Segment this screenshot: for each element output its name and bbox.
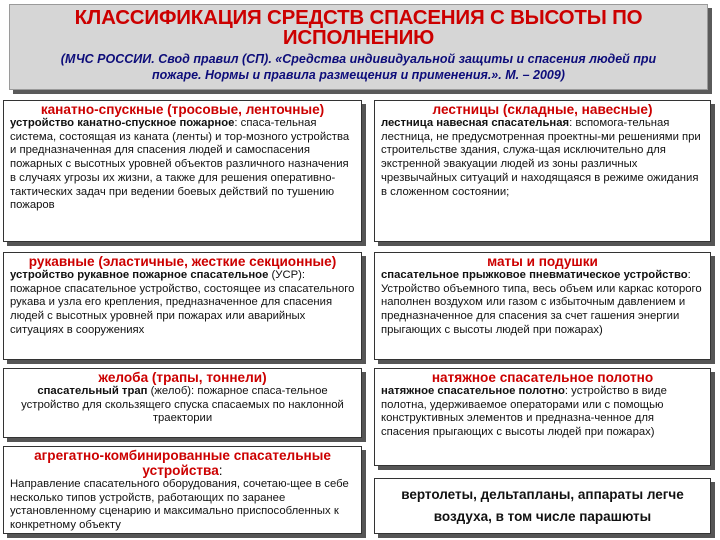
card-term: устройство рукавное пожарное спасательное: [10, 269, 269, 281]
card-text: : Устройство объемного типа, весь объем или каркас которого наполнен воздухом или газом с избыточным давлением и предназначенное для спасения за счет гашения энергии прыгающих с высоты людей при пожарах): [381, 269, 702, 336]
title-line-1: КЛАССИФИКАЦИЯ СРЕДСТВ СПАСЕНИЯ С ВЫСОТЫ ПО: [74, 6, 643, 29]
card-line-1: вертолеты, дельтапланы, аппараты легче: [401, 487, 684, 502]
title-line-2: ИСПОЛНЕНИЮ: [282, 26, 435, 49]
card-heading: маты и подушки: [487, 254, 598, 269]
title-banner: [9, 4, 708, 90]
card-term: лестница навесная спасательная: [381, 117, 570, 129]
subtitle-line-2: пожаре. Нормы и правила размещения и применения.». М. – 2009): [152, 68, 565, 82]
card-combined: [3, 446, 362, 534]
card-sleeve: [3, 252, 362, 360]
card-tension-sheet: [374, 368, 711, 466]
card-text: (желоб): пожарное спаса-тельное устройство для скользящего спуска спасаемых по наклонной траектории: [21, 385, 344, 425]
card-body: [381, 269, 704, 338]
card-text: (УСР): пожарное спасательное устройство, состоящее из спасательного рукава и узла его крепления, предназначенное для спасения людей с высотных уровней при пожарах или аварийных ситуациях в сооружениях: [10, 269, 355, 336]
card-line-2: воздуха, в том числе парашюты: [433, 509, 652, 524]
card-heading-line-2: [10, 463, 355, 478]
subtitle-line-1: (МЧС РОССИИ. Свод правил (СП). «Средства индивидуальной защиты и спасения людей при: [60, 52, 657, 66]
card-term: спасательное прыжковое пневматическое устройство: [381, 269, 688, 281]
card-term: спасательный трап: [37, 385, 148, 397]
source-reference: [10, 51, 707, 83]
card-text: : вспомога-тельная лестница, не предусмотренная проектны-ми решениями при строительстве здания, служа-щая исключительно для экстренной эвакуации людей из зоны различных чрезвычайных ситуаций и находящаяся в режиме ожидания в сложенном состоянии;: [381, 117, 701, 198]
card-aircraft: [374, 478, 711, 534]
page-title: [10, 8, 707, 48]
card-heading-word: устройства: [142, 463, 219, 478]
card-term: устройство канатно-спускное пожарное: [10, 117, 235, 129]
card-body: [381, 117, 704, 199]
card-mats: [374, 252, 711, 360]
card-body: [16, 385, 349, 426]
card-text: Направление спасательного оборудования, сочетаю-щее в себе несколько типов устройств, работающих по заранее установленному сценарию и максимально приспособленных к конкретному объекту: [10, 478, 349, 532]
card-heading: лестницы (складные, навесные): [432, 102, 653, 117]
card-heading: натяжное спасательное полотно: [431, 370, 654, 385]
card-heading: желоба (трапы, тоннели): [98, 370, 267, 385]
card-heading-colon: :: [218, 463, 223, 478]
card-term: натяжное спасательное полотно: [381, 385, 565, 397]
card-heading-line-1: агрегатно-комбинированные спасательные: [34, 448, 331, 463]
card-heading: канатно-спускные (тросовые, ленточные): [40, 102, 325, 117]
card-text: : устройство в виде полотна, удерживаемое операторами или с помощью конструктивных элементов и предназна-ченное для спасения прыгающих с высоты людей при пожарах): [381, 385, 667, 439]
card-heading: [10, 448, 355, 478]
card-text: : спаса-тельная система, состоящая из каната (ленты) и тор-мозного устройства и предназначенная для спасения людей и самоспасения пожарных с высотных уровней объектов различного назначения в случаях угрозы их жизни, а также для решения оперативно-тактических задач при ведении боевых действий по тушению пожаров: [10, 117, 350, 212]
card-heading: рукавные (эластичные, жесткие секционные): [28, 254, 337, 269]
card-body: [10, 117, 355, 213]
card-rope-descent: [3, 100, 362, 242]
card-body: [381, 385, 704, 440]
card-chute: [3, 368, 362, 438]
card-body: [10, 269, 355, 338]
card-ladders: [374, 100, 711, 242]
